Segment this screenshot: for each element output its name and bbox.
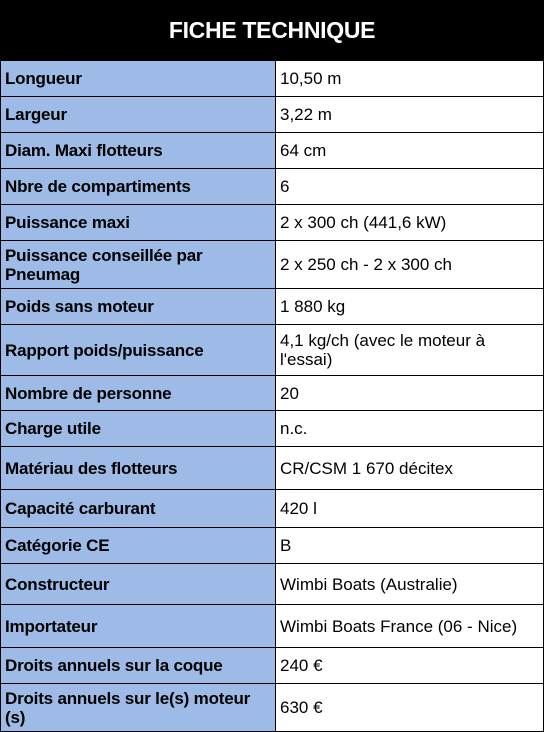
table-row — [1, 411, 544, 447]
row-label: Droits annuels sur la coque — [1, 648, 276, 684]
row-label: Importateur — [1, 605, 276, 648]
table-row — [1, 376, 544, 411]
row-label: Poids sans moteur — [1, 289, 276, 325]
row-value: n.c. — [276, 411, 544, 447]
row-value: Wimbi Boats France (06 - Nice) — [276, 605, 544, 648]
row-label: Charge utile — [1, 411, 276, 447]
row-value: 240 € — [276, 648, 544, 684]
row-label: Constructeur — [1, 564, 276, 605]
table-row — [1, 447, 544, 490]
row-label: Diam. Maxi flotteurs — [1, 133, 276, 169]
row-value: 6 — [276, 169, 544, 205]
table-row — [1, 528, 544, 564]
sheet-title: FICHE TECHNIQUE — [0, 0, 544, 60]
row-label: Capacité carburant — [1, 490, 276, 528]
row-value: 630 € — [276, 684, 544, 732]
table-row — [1, 241, 544, 289]
row-value: 64 cm — [276, 133, 544, 169]
row-label: Nbre de compartiments — [1, 169, 276, 205]
spec-table — [0, 60, 544, 732]
row-value: 420 l — [276, 490, 544, 528]
table-row — [1, 564, 544, 605]
row-value: 20 — [276, 376, 544, 411]
row-label: Droits annuels sur le(s) moteur (s) — [1, 684, 276, 732]
row-value: B — [276, 528, 544, 564]
table-row — [1, 289, 544, 325]
row-value: 10,50 m — [276, 61, 544, 97]
row-label: Nombre de personne — [1, 376, 276, 411]
row-label: Puissance maxi — [1, 205, 276, 241]
row-value: CR/CSM 1 670 décitex — [276, 447, 544, 490]
table-row — [1, 61, 544, 97]
table-row — [1, 325, 544, 376]
row-value: 4,1 kg/ch (avec le moteur à l'essai) — [276, 325, 544, 376]
table-row — [1, 133, 544, 169]
row-value: 2 x 250 ch - 2 x 300 ch — [276, 241, 544, 289]
row-label: Rapport poids/puissance — [1, 325, 276, 376]
row-value: Wimbi Boats (Australie) — [276, 564, 544, 605]
row-label: Longueur — [1, 61, 276, 97]
row-value: 2 x 300 ch (441,6 kW) — [276, 205, 544, 241]
row-label: Matériau des flotteurs — [1, 447, 276, 490]
table-row — [1, 605, 544, 648]
row-label: Puissance conseillée par Pneumag — [1, 241, 276, 289]
table-row — [1, 97, 544, 133]
row-label: Catégorie CE — [1, 528, 276, 564]
table-row — [1, 684, 544, 732]
table-row — [1, 490, 544, 528]
row-label: Largeur — [1, 97, 276, 133]
row-value: 1 880 kg — [276, 289, 544, 325]
row-value: 3,22 m — [276, 97, 544, 133]
table-row — [1, 648, 544, 684]
table-row — [1, 205, 544, 241]
table-row — [1, 169, 544, 205]
